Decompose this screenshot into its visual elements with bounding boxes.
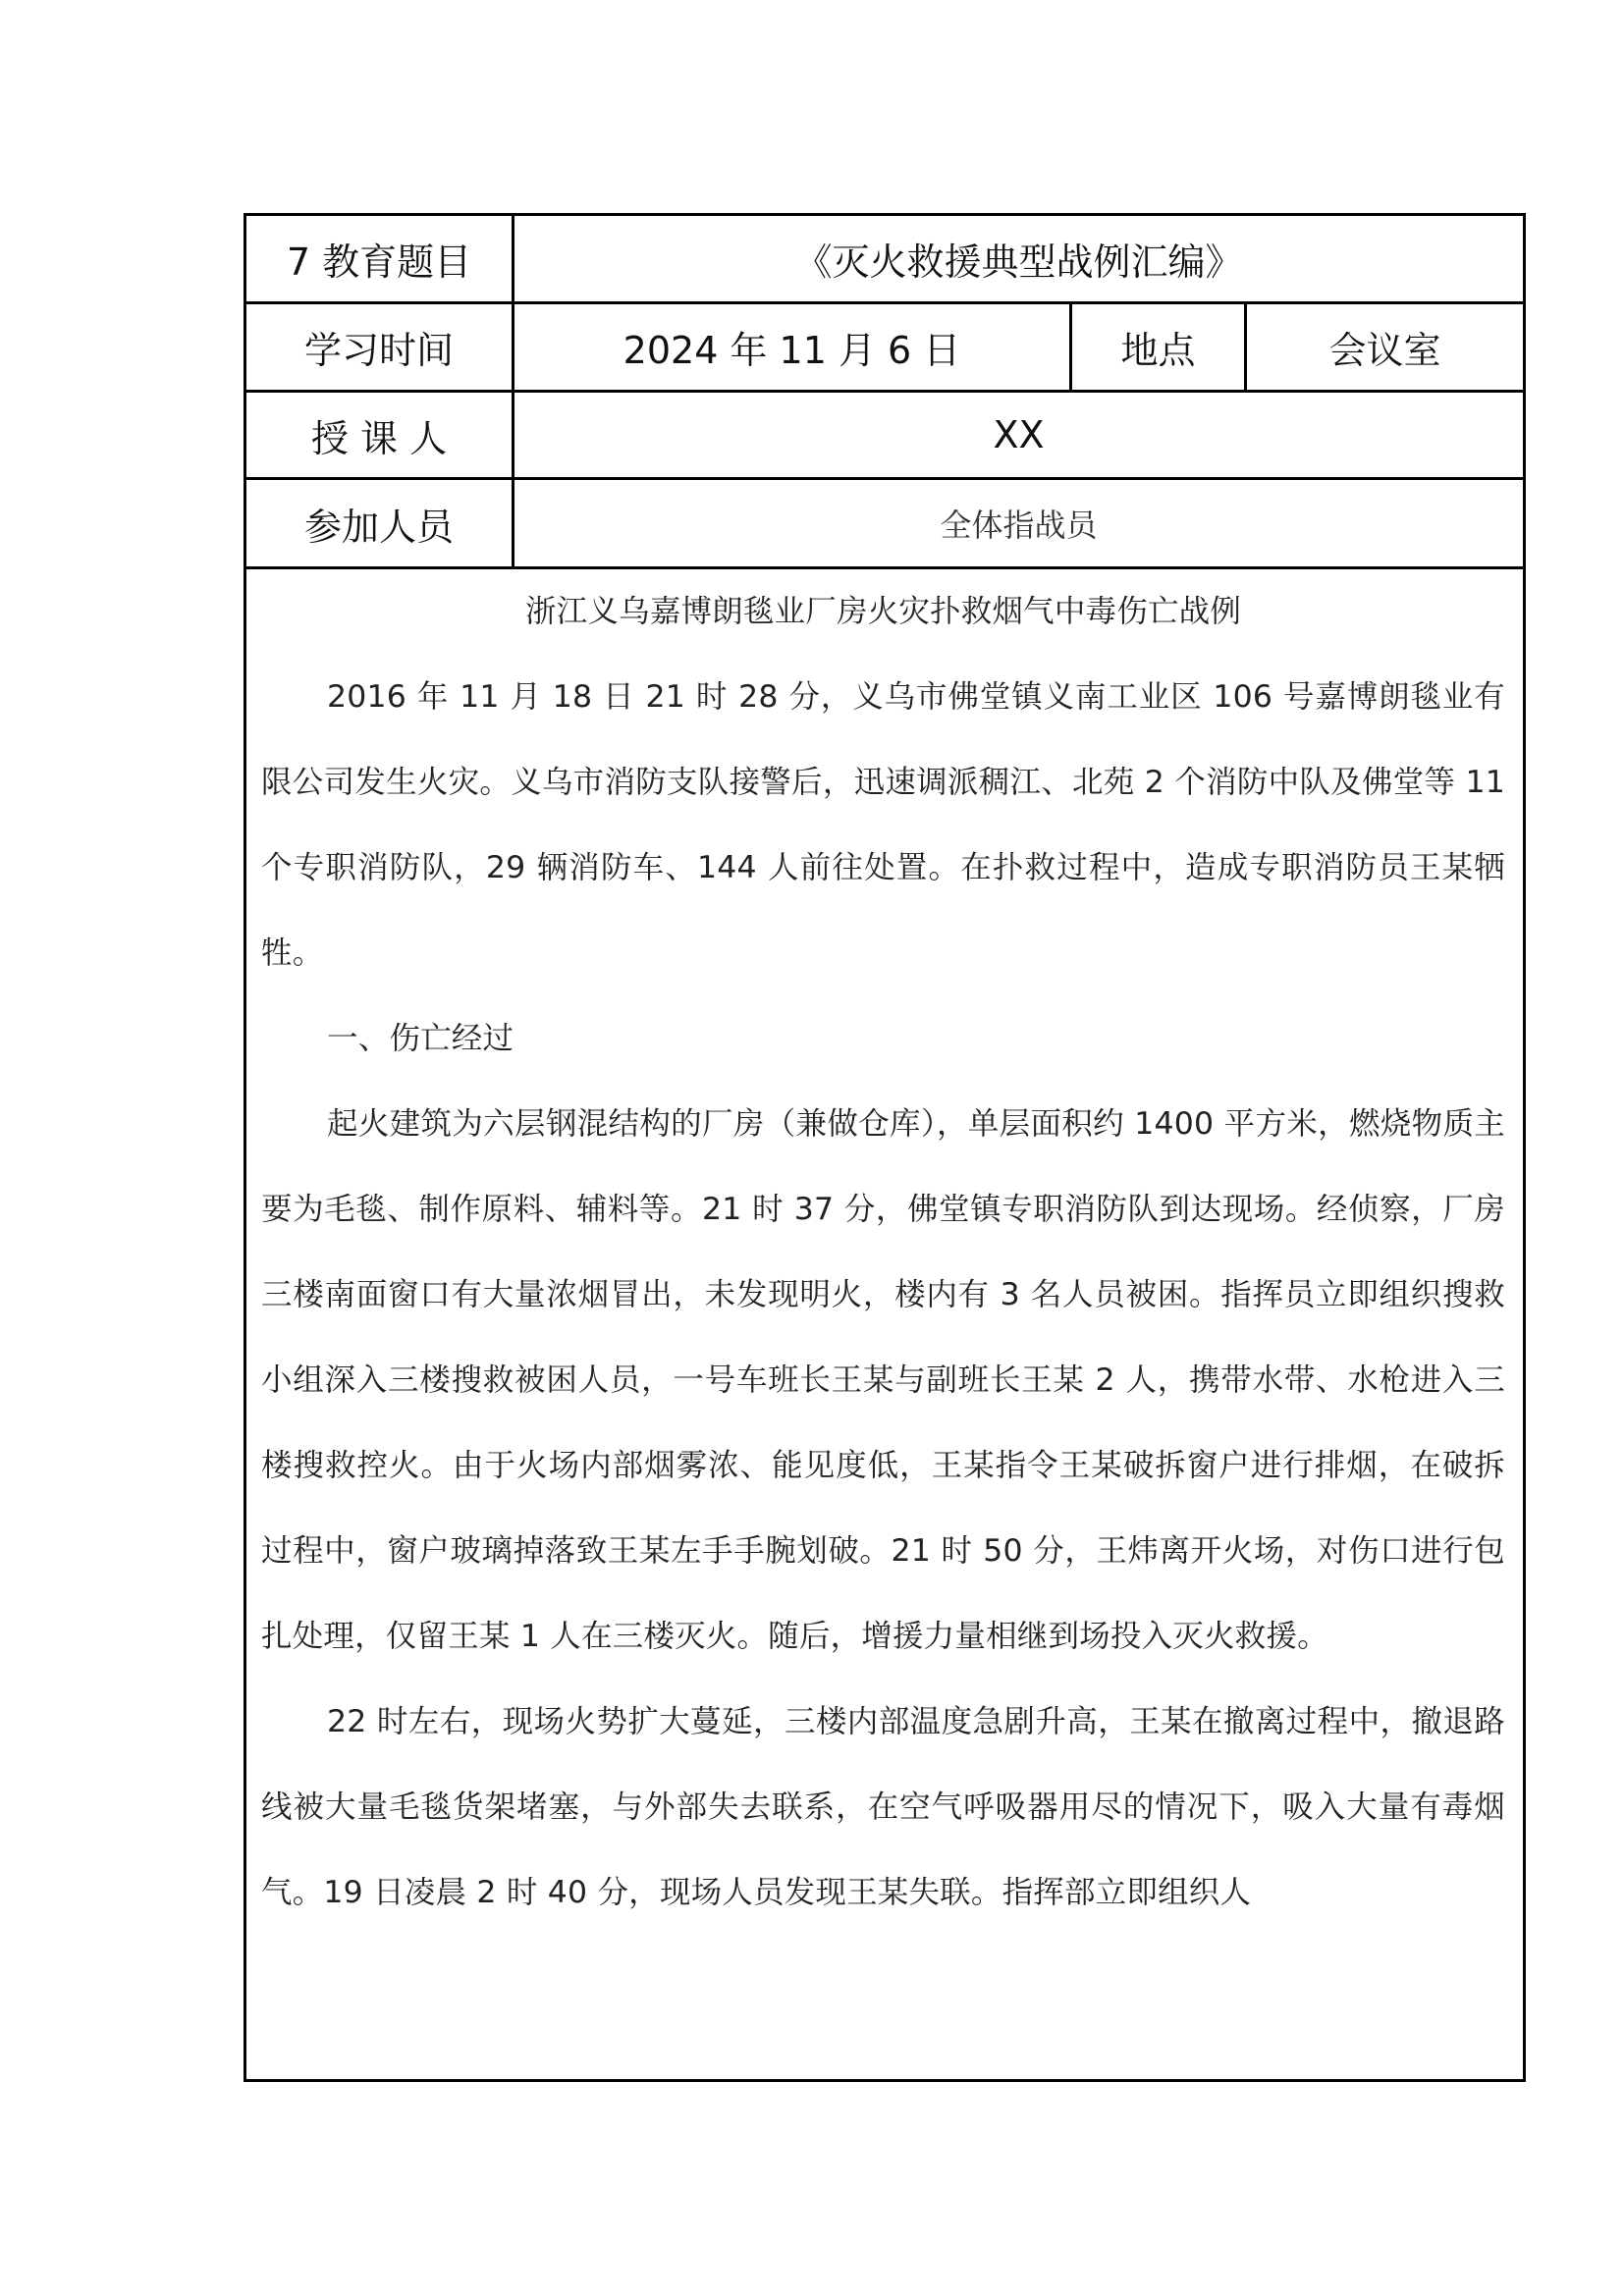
topic-label: 7 教育题目: [246, 216, 514, 301]
topic-value: 《灭火救援典型战例汇编》: [794, 240, 1243, 284]
study-time-label: 学习时间: [246, 304, 514, 390]
participants-label: 参加人员: [246, 480, 514, 566]
paragraph-process: 起火建筑为六层钢混结构的厂房（兼做仓库），单层面积约 1400 平方米，燃烧物质主要为毛毯、制作原料、辅料等。21 时 37 分，佛堂镇专职消防队到达现场。经侦察，厂房三楼南面窗口有大量浓烟冒出，未发现明火，楼内有 3 名人员被困。指挥员立即组织搜救小组深入三楼搜救被困人员，一号车班长王某与副班长王某 2 人，携带水带、水枪进入三楼搜救控火。由于火场内部烟雾浓、能见度低，王某指令王某破拆窗户进行排烟，在破拆过程中，窗户玻璃掉落致王某左手手腕划破。21 时 50 分，王炜离开火场，对伤口进行包扎处理，仅留王某 1 人在三楼灭火。随后，增援力量相继到场投入灭火救援。: [261, 1106, 1505, 1654]
section-heading: 一、伤亡经过: [327, 1021, 514, 1056]
paragraph-evacuation: 22 时左右，现场火势扩大蔓延，三楼内部温度急剧升高，王某在撤离过程中，撤退路线被大量毛毯货架堵塞，与外部失去联系，在空气呼吸器用尽的情况下，吸入大量有毒烟气。19 日凌晨 2 时 40 分，现场人员发现王某失联。指挥部立即组织人: [261, 1704, 1505, 1910]
instructor-label: 授 课 人: [246, 393, 514, 477]
case-title: 浙江义乌嘉博朗毯业厂房火灾扑救烟气中毒伤亡战例: [524, 594, 1242, 629]
row-time-location: [246, 304, 1523, 393]
location-label: 地点: [1072, 304, 1247, 390]
row-topic: [246, 216, 1523, 304]
paragraph-intro: 2016 年 11 月 18 日 21 时 28 分，义乌市佛堂镇义南工业区 106 号嘉博朗毯业有限公司发生火灾。义乌市消防支队接警后，迅速调派稠江、北苑 2 个消防中队及佛堂等 11 个专职消防队，29 辆消防车、144 人前往处置。在扑救过程中，造成专职消防员王某牺牲。: [261, 679, 1505, 971]
study-date: 2024 年 11 月 6 日: [514, 304, 1072, 390]
participants-value: 全体指战员: [940, 507, 1098, 544]
instructor-value: XX: [993, 413, 1045, 456]
row-instructor: [246, 393, 1523, 480]
row-participants: [246, 480, 1523, 569]
training-record-table: [244, 213, 1526, 2082]
location-value: 会议室: [1328, 329, 1441, 372]
content-body: [246, 569, 1523, 2079]
